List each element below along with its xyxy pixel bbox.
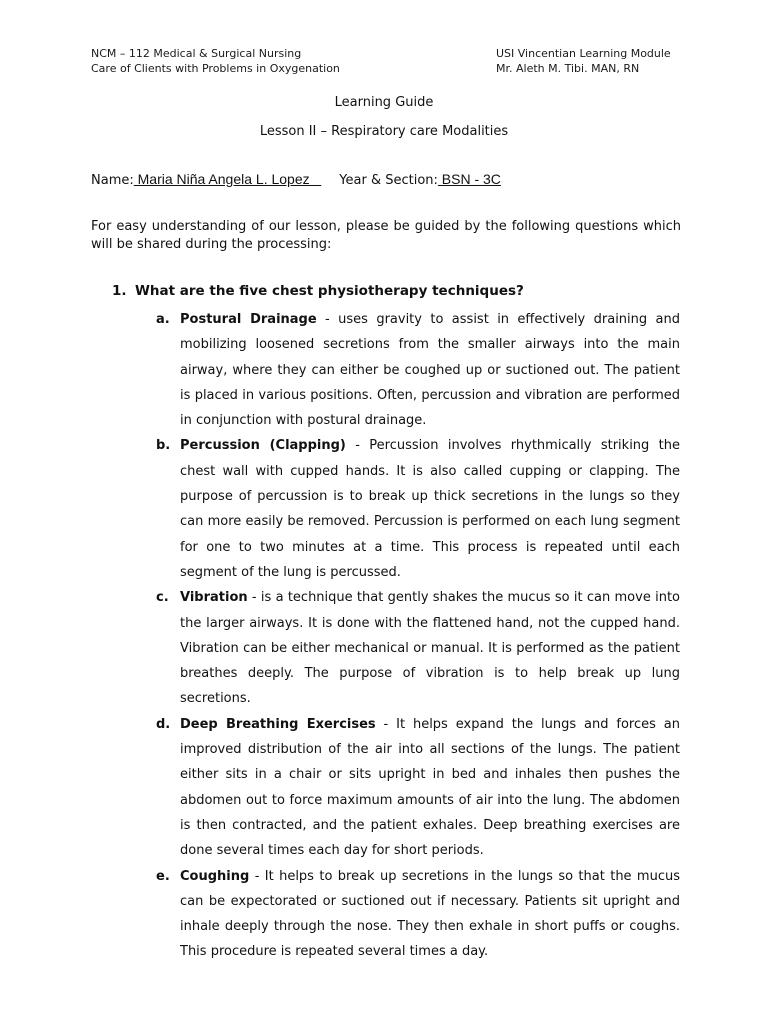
- item-term: Percussion (Clapping): [180, 438, 346, 454]
- name-value: Maria Niña Angela L. Lopez: [133, 171, 322, 187]
- course-topic: Care of Clients with Problems in Oxygenation: [91, 62, 340, 75]
- list-item: [156, 307, 680, 433]
- section-value: BSN - 3C: [437, 171, 501, 187]
- question-number: 1.: [112, 283, 127, 299]
- instructor-name: Mr. Aleth M. Tibi. MAN, RN: [496, 62, 640, 75]
- item-term: Deep Breathing Exercises: [180, 716, 376, 732]
- lesson-title: Lesson II – Respiratory care Modalities: [259, 124, 509, 139]
- technique-list: [156, 307, 680, 965]
- item-term: Postural Drainage: [180, 312, 317, 327]
- item-term: Vibration: [180, 590, 248, 606]
- list-item: [156, 712, 680, 864]
- header-right: [496, 46, 671, 76]
- item-term: Coughing: [180, 868, 250, 884]
- item-text: - It helps to break up secretions in the lungs so that the mucus can be expectorated or suctioned out if necessary. Patients sit upright and inhale deeply through the nose. They then exhale in short puffs or coughs. This procedure is repeated several times a day.: [180, 868, 680, 960]
- page-title: Learning Guide: [334, 95, 434, 110]
- item-letter: e.: [156, 868, 170, 884]
- section-label: Year & Section:: [339, 173, 438, 188]
- module-name: USI Vincentian Learning Module: [496, 47, 671, 60]
- question-text: What are the five chest physiotherapy techniques?: [135, 283, 524, 299]
- item-letter: c.: [156, 590, 169, 606]
- list-item: [156, 433, 680, 585]
- item-letter: d.: [156, 716, 171, 732]
- item-letter: a.: [156, 312, 170, 327]
- item-text: - is a technique that gently shakes the mucus so it can move into the larger airways. It is done with the flattened hand, not the cupped hand. Vibration can be either mechanical or manual. It is performed as the patient breathes deeply. The purpose of vibration is to help break up lung secretions.: [180, 590, 680, 707]
- item-text: - It helps expand the lungs and forces an improved distribution of the air into all sections of the lungs. The patient either sits in a chair or sits upright in bed and inhales then pushes the abdomen out to force maximum amounts of air into the lung. The abdomen is then contracted, and the patient exhales. Deep breathing exercises are done several times each day for short periods.: [180, 716, 680, 859]
- item-letter: b.: [156, 438, 171, 454]
- intro-paragraph: For easy understanding of our lesson, please be guided by the following questions which will be shared during the processing:: [91, 219, 681, 252]
- list-item: [156, 585, 680, 711]
- item-text: - uses gravity to assist in effectively draining and mobilizing loosened secretions from the smaller airways into the main airway, where they can either be coughed up or suctioned out. The patient is placed in various positions. Often, percussion and vibration are performed in conjunction with postural drainage.: [180, 312, 680, 429]
- student-info: [91, 171, 501, 188]
- header-left: [91, 46, 340, 76]
- question-heading: [112, 283, 524, 299]
- item-text: - Percussion involves rhythmically striking the chest wall with cupped hands. It is also called cupping or clapping. The purpose of percussion is to break up thick secretions in the lungs so they can more easily be removed. Percussion is performed on each lung segment for one to two minutes at a time. This process is repeated until each segment of the lung is percussed.: [180, 438, 680, 580]
- name-label: Name:: [91, 173, 134, 188]
- course-code: NCM – 112 Medical & Surgical Nursing: [91, 47, 302, 60]
- list-item: [156, 864, 680, 965]
